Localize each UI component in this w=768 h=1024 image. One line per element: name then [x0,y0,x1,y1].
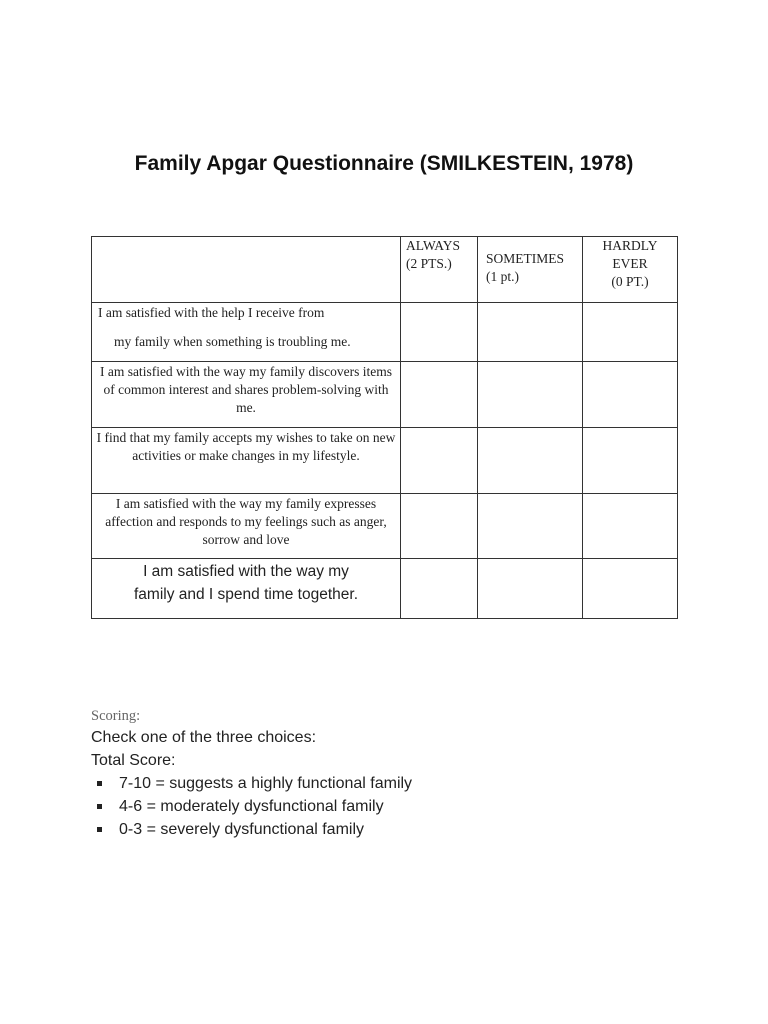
score-range-text: 0-3 = severely dysfunctional family [119,821,364,838]
header-empty-cell [92,237,401,303]
total-score-label: Total Score: [91,752,176,769]
answer-cell-sometimes[interactable] [478,303,583,362]
answer-cell-hardly-ever[interactable] [583,559,678,619]
answer-cell-sometimes[interactable] [478,362,583,428]
bullet-icon [97,804,102,809]
answer-cell-hardly-ever[interactable] [583,494,678,559]
score-range-item [91,772,412,795]
question-row [92,494,678,559]
bullet-icon [97,781,102,786]
score-range-item [91,795,412,818]
bullet-icon [97,827,102,832]
question-1-line-2: my family when something is troubling me. [114,334,351,349]
apgar-table [91,236,678,619]
answer-cell-always[interactable] [401,428,478,494]
scoring-instruction: Check one of the three choices: [91,729,317,746]
score-range-item [91,818,412,841]
question-2-text: I am satisfied with the way my family discovers items of common interest and shares problem-solving with me. [92,362,401,428]
score-ranges-list [91,772,412,841]
answer-cell-always[interactable] [401,494,478,559]
header-row [92,237,678,303]
header-hardly-ever: HARDLY EVER (0 PT.) [583,237,678,303]
question-row [92,559,678,619]
question-5-text: I am satisfied with the way my family and I spend time together. [92,559,401,619]
scoring-label: Scoring: [91,708,141,724]
score-range-text: 7-10 = suggests a highly functional family [119,775,413,792]
answer-cell-hardly-ever[interactable] [583,362,678,428]
question-3-text: I find that my family accepts my wishes to take on new activities or make changes in my lifestyle. [92,428,401,494]
answer-cell-always[interactable] [401,303,478,362]
header-always: ALWAYS (2 PTS.) [401,237,478,303]
scoring-section [91,706,412,841]
page-title: Family Apgar Questionnaire (SMILKESTEIN, 1978) [134,152,634,175]
answer-cell-hardly-ever[interactable] [583,428,678,494]
answer-cell-always[interactable] [401,559,478,619]
question-row [92,428,678,494]
question-row [92,303,678,362]
question-cell [92,303,401,362]
answer-cell-sometimes[interactable] [478,494,583,559]
question-1-line-1: I am satisfied with the help I receive from [98,305,325,320]
answer-cell-sometimes[interactable] [478,428,583,494]
question-4-text: I am satisfied with the way my family expresses affection and responds to my feelings such as anger, sorrow and love [92,494,401,559]
answer-cell-sometimes[interactable] [478,559,583,619]
question-row [92,362,678,428]
header-sometimes: SOMETIMES (1 pt.) [478,237,583,303]
score-range-text: 4-6 = moderately dysfunctional family [119,798,384,815]
answer-cell-always[interactable] [401,362,478,428]
answer-cell-hardly-ever[interactable] [583,303,678,362]
